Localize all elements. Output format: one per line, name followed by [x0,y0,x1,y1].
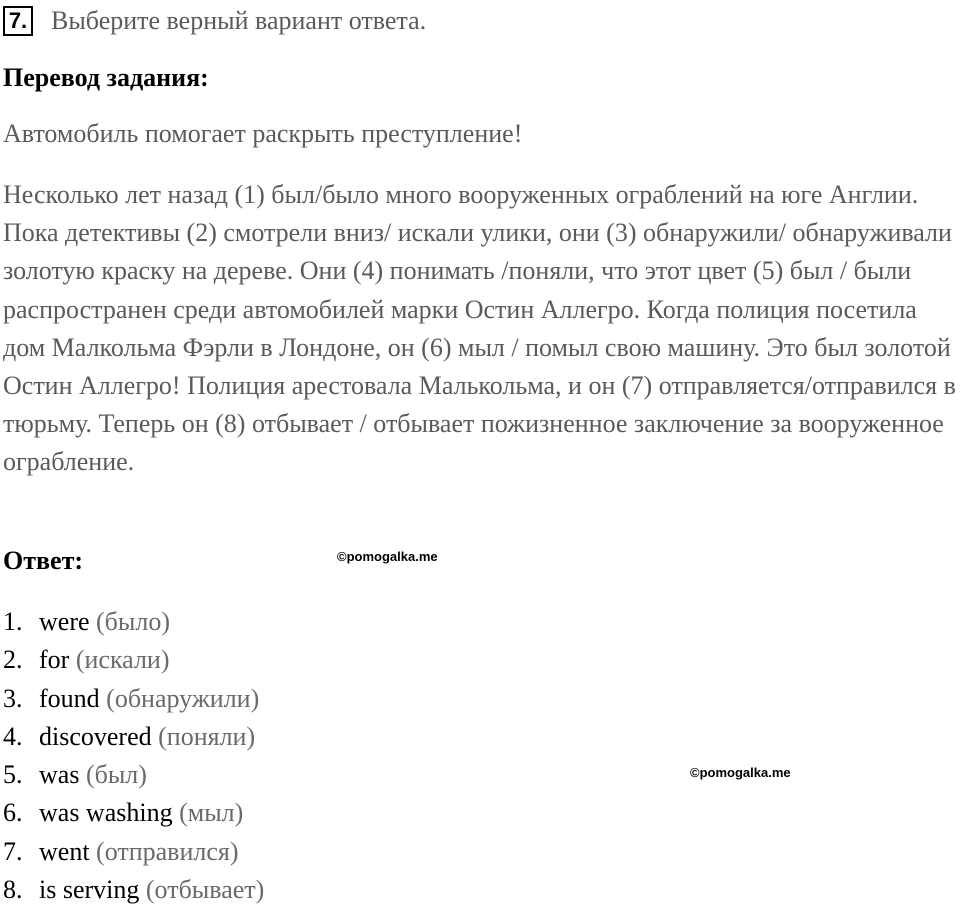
answer-russian: (поняли) [158,721,256,751]
answer-russian: (был) [85,760,147,790]
answer-russian: (обнаружили) [106,683,260,713]
answer-russian: (отправился) [96,836,239,866]
answer-number: 1. [3,607,23,636]
watermark: ©pomogalka.me [337,549,438,564]
answer-heading: Ответ: [3,546,84,575]
task-number-badge: 7. [3,6,33,36]
answer-english: went [39,836,90,866]
answer-english: was [39,760,80,790]
answer-number: 4. [3,721,23,751]
story-text: Несколько лет назад (1) был/было много вооруженных ограблений на юге Англии. Пока детективы (2) смотрели вниз/ искали улики, они (3) обнаружили/ обнаруживали золотую краску на дереве. Они (4) понимать /поняли, что этот цвет (5) был / были распространен среди автомобилей марки Остин Аллегро. Когда полиция посетила дом Малкольма Фэрли в Лондоне, он (6) мыл / помыл свою машину. Это был золотой Остин Аллегро! Полиция арестовала Малькольма, и он (7) отправляется/отправился в тюрьму. Теперь он (8) отбывает / отбывает пожизненное заключение за вооруженное ограбление. [3,180,956,477]
answer-english: was washing [39,798,173,828]
answer-english: for [39,645,70,675]
answer-list [3,603,264,909]
answer-number: 3. [3,683,23,713]
answer-english: discovered [39,721,152,751]
answer-number: 2. [3,645,23,675]
watermark: ©pomogalka.me [690,765,791,780]
answer-item [3,718,264,756]
answer-english: were [39,607,90,636]
answer-item [3,680,264,718]
answer-russian: (мыл) [179,798,244,828]
answer-russian: (было) [96,607,171,636]
answer-item [3,641,264,679]
answer-item [3,833,264,871]
answer-item [3,794,264,832]
answer-number: 6. [3,798,23,828]
story-title: Автомобиль помогает раскрыть преступление! [3,119,523,148]
answer-russian: (искали) [75,645,170,675]
answer-item [3,871,264,909]
task-instruction: Выберите верный вариант ответа. [51,6,427,35]
answer-english: is serving [39,875,140,905]
translation-heading: Перевод задания: [3,63,209,92]
answer-russian: (отбывает) [145,875,265,905]
task-header [3,4,426,38]
answer-item [3,603,264,641]
answer-english: found [39,683,100,713]
answer-number: 5. [3,760,23,790]
answer-number: 8. [3,875,23,905]
answer-item [3,756,264,794]
answer-number: 7. [3,836,23,866]
